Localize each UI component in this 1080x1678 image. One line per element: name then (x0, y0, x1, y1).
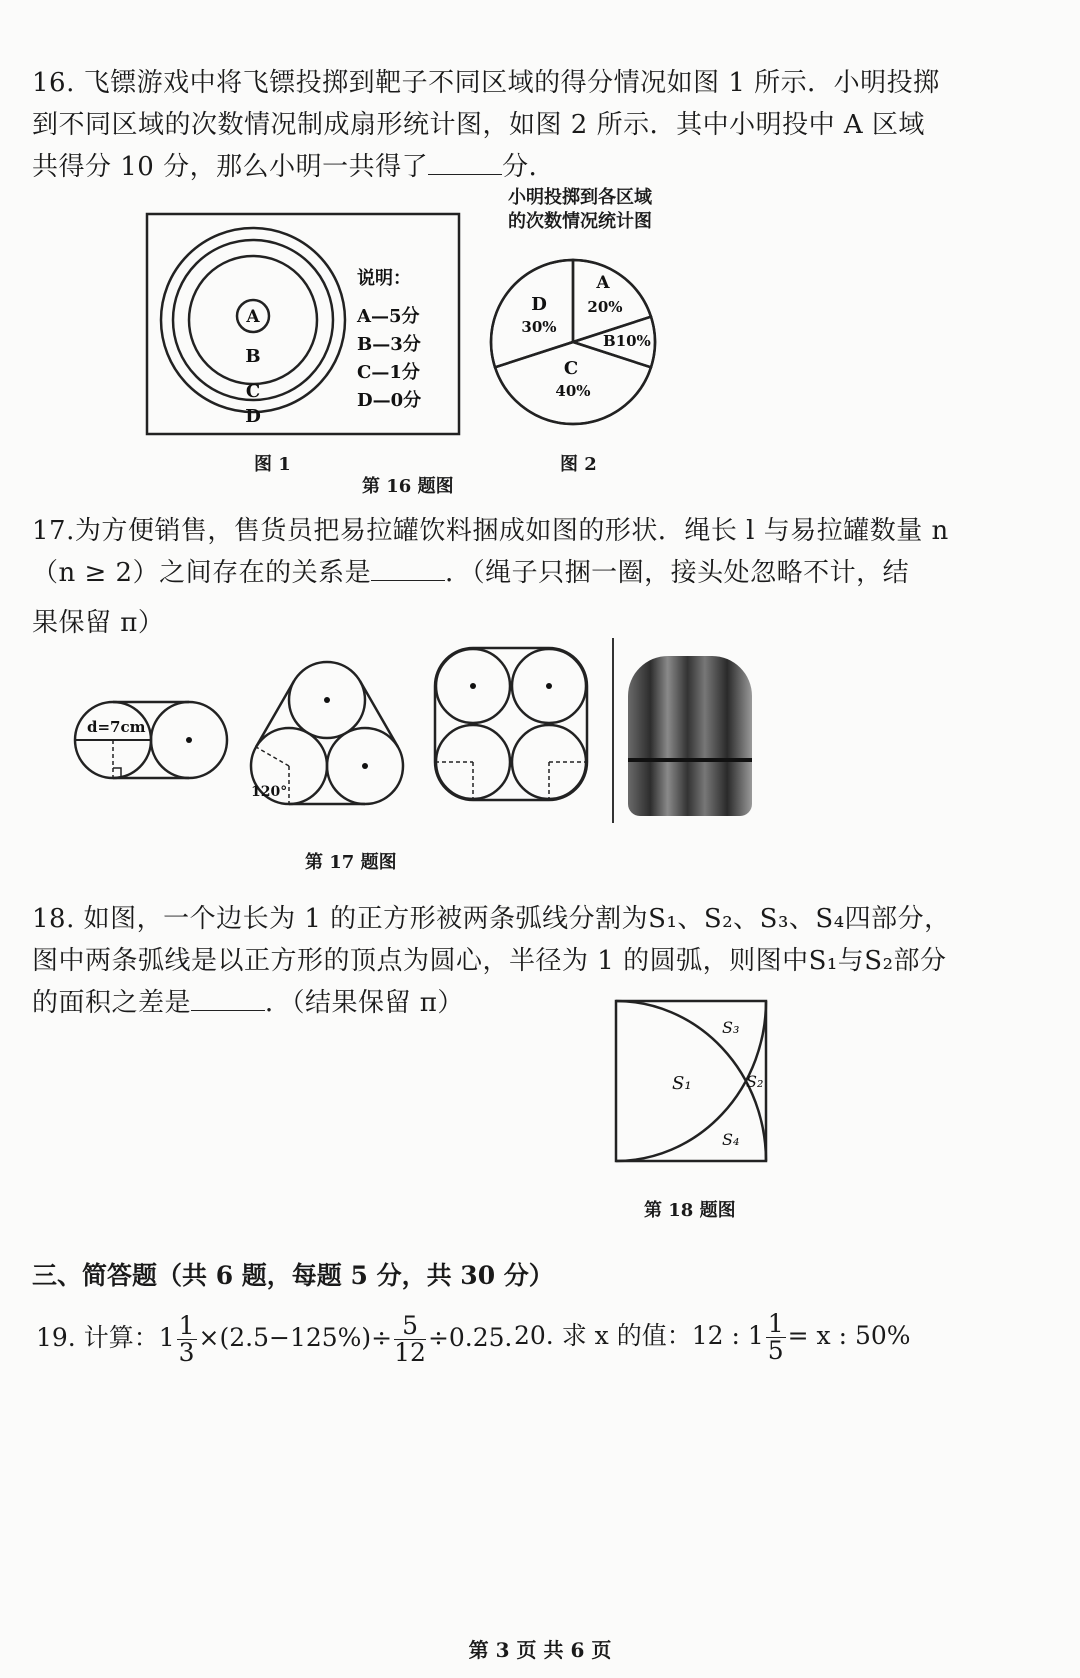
angle-label: 120° (251, 784, 288, 800)
fraction-denominator: 5 (767, 1336, 784, 1365)
pie-title (495, 186, 665, 234)
fraction-numerator: 1 (178, 1311, 195, 1340)
photo-cans (628, 656, 752, 816)
q17-line3: 果保留 π） (32, 608, 165, 638)
pie-chart (485, 240, 675, 435)
q18-line3-tail: ．（结果保留 π） (265, 988, 464, 1018)
q18-text (32, 898, 1062, 1024)
region-s1: S₁ (672, 1073, 692, 1094)
q20-suffix: = x : 50% (787, 1321, 911, 1350)
zone-b-label: B (245, 346, 261, 367)
q20-fraction (766, 1311, 786, 1364)
fig1-caption: 图 1 (254, 454, 291, 475)
pie-title-line1: 小明投掷到各区域 (508, 187, 652, 208)
q16-line1: 16. 飞镖游戏中将飞镖投掷到靶子不同区域的得分情况如图 1 所示．小明投掷 (32, 68, 940, 98)
dartboard-figure (145, 210, 465, 440)
q18-line3 (32, 982, 1062, 1024)
fraction-numerator: 5 (394, 1313, 426, 1340)
photo-rope (628, 758, 752, 762)
fraction-denominator: 3 (178, 1338, 195, 1367)
q16-text (32, 62, 1062, 188)
legend-b: B—3分 (357, 334, 421, 355)
q19-suffix: ÷0.25． (427, 1323, 530, 1352)
q17-figure-caption: 第 17 题图 (305, 852, 397, 873)
fraction-numerator: 1 (767, 1309, 784, 1338)
region-s4: S₄ (722, 1130, 740, 1149)
answer-blank (191, 986, 265, 1011)
q18-line2: 图中两条弧线是以正方形的顶点为圆心，半径为 1 的圆弧，则图中S₁与S₂部分 (32, 946, 947, 976)
legend-c: C—1分 (357, 362, 420, 383)
slice-pct-d: 30% (521, 318, 557, 336)
slice-pct-c: 40% (555, 382, 591, 400)
zone-a-label: A (246, 307, 260, 327)
legend-title: 说明： (357, 268, 411, 289)
q20-expression (514, 1300, 911, 1372)
pie-title-line2: 的次数情况统计图 (508, 211, 652, 232)
slice-label-c: C (563, 358, 579, 379)
q20-prefix: 20. 求 x 的值：12 : 1 (514, 1321, 764, 1350)
q17-line2-text: （n ≥ 2）之间存在的关系是 (32, 558, 372, 588)
zone-c-label: C (245, 381, 261, 402)
q16-line3 (32, 146, 1062, 188)
can-bundle-photo (612, 638, 764, 823)
q18-line3-text: 的面积之差是 (32, 988, 192, 1018)
answer-blank (428, 150, 502, 175)
fraction-denominator: 12 (394, 1338, 426, 1367)
two-can-bundle (75, 702, 227, 778)
q16-line2: 到不同区域的次数情况制成扇形统计图，如图 2 所示．其中小明投中 A 区域 (32, 110, 925, 140)
q17-line1: 17.为方便销售，售货员把易拉罐饮料捆成如图的形状．绳长 l 与易拉罐数量 n (32, 516, 949, 546)
q16-figure-caption: 第 16 题图 (362, 476, 454, 497)
q17-line2-tail: ．（绳子只捆一圈，接头处忽略不计，结 (445, 558, 910, 588)
region-s2: S₂ (746, 1072, 764, 1091)
slice-pct-b: 10% (615, 332, 651, 350)
diameter-label: d=7cm (87, 718, 146, 736)
q16-line3-text: 共得分 10 分，那么小明一共得了 (32, 152, 429, 182)
four-can-bundle (435, 648, 587, 800)
q19-prefix: 19. 计算：1 (36, 1323, 175, 1352)
slice-label-a: A (596, 273, 610, 293)
slice-label-b-letter: B (603, 332, 616, 350)
q19-fraction-2 (394, 1313, 426, 1366)
q18-figure-caption: 第 18 题图 (644, 1200, 736, 1221)
q16-line3-tail: 分． (502, 152, 556, 182)
q19-fraction-1 (177, 1313, 197, 1366)
legend-a: A—5分 (357, 306, 420, 327)
region-s3: S₃ (722, 1018, 740, 1037)
slice-label-d: D (531, 294, 547, 315)
answer-blank (371, 556, 445, 581)
q17-text (32, 510, 1062, 644)
section-heading: 三、简答题（共 6 题，每题 5 分，共 30 分） (32, 1261, 554, 1290)
slice-label-b (603, 332, 651, 350)
can-bundles-figure (65, 640, 625, 830)
q19-middle: ×(2.5−125%)÷ (198, 1323, 393, 1352)
zone-d-label: D (245, 406, 261, 427)
square-arcs-figure (610, 995, 775, 1170)
three-can-bundle (251, 662, 403, 804)
fig2-caption: 图 2 (560, 454, 597, 475)
q19-expression (36, 1302, 530, 1374)
slice-pct-a: 20% (587, 298, 623, 316)
legend-d: D—0分 (357, 390, 422, 411)
q18-line1: 18. 如图，一个边长为 1 的正方形被两条弧线分割为S₁、S₂、S₃、S₄四部分， (32, 904, 951, 934)
q17-line2 (32, 552, 1062, 594)
page-footer: 第 3 页 共 6 页 (468, 1638, 612, 1662)
